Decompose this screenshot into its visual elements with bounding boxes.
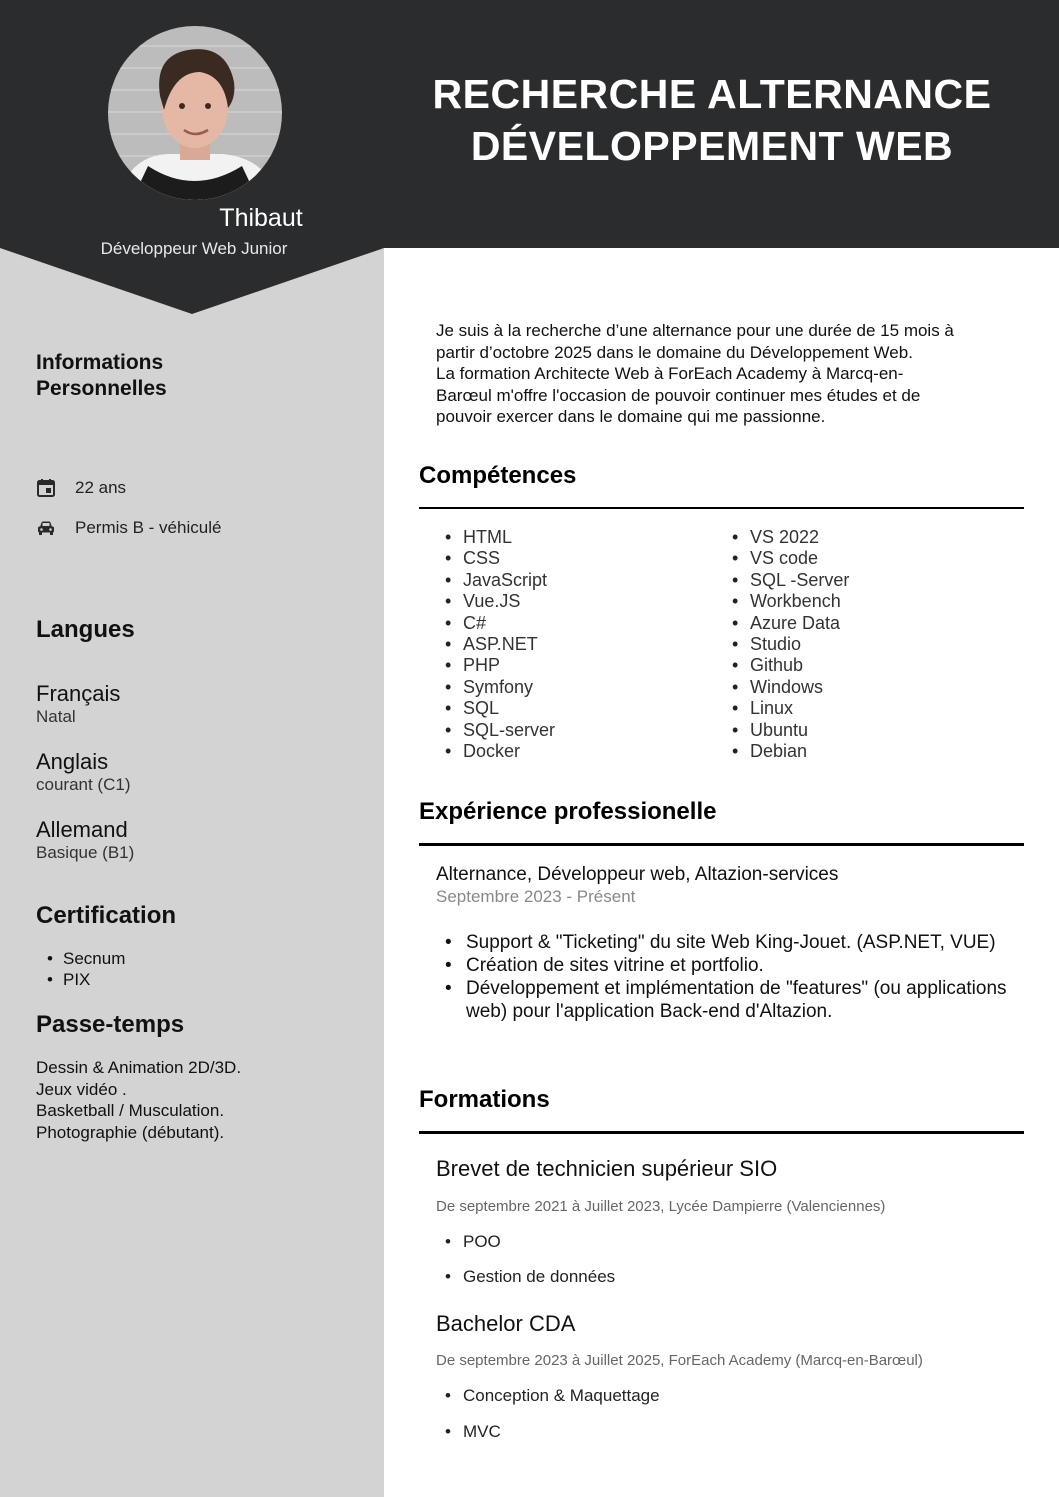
list-item: • Gestion de données (436, 1267, 615, 1287)
formation-subtitle: De septembre 2021 à Juillet 2023, Lycée Dampierre (Valenciennes) (436, 1198, 886, 1215)
hobby-item: Jeux vidéo . (36, 1079, 127, 1099)
license-text: Permis B - véhiculé (75, 518, 222, 537)
section-divider (419, 507, 1024, 509)
list-item: • Windows (723, 677, 849, 698)
profile-photo (108, 26, 282, 200)
intro-paragraph: Je suis à la recherche d’une alternance pour une durée de 15 mois à partir d’octobre 2025 dans le domaine du Développement Web. La formation Architecte Web à ForEach Academy à Marcq-en- Barœul m'offre l'occasion de pouvoir continuer mes études et de pouvoir exercer dans le domaine qui me passionne. (436, 321, 954, 426)
license-row (36, 518, 221, 538)
list-item: • HTML (436, 527, 555, 548)
formation-title: Brevet de technicien supérieur SIO (436, 1156, 778, 1181)
certification-heading: Certification (36, 902, 177, 929)
list-item: • Github (723, 655, 849, 676)
title-line-2: DÉVELOPPEMENT WEB (470, 123, 954, 169)
list-item: • JavaScript (436, 570, 555, 591)
car-icon (36, 518, 56, 538)
list-item: • Azure Data (723, 613, 849, 634)
job-tasks (436, 931, 1011, 1023)
age-row (36, 478, 126, 498)
list-item: • ASP.NET (436, 634, 555, 655)
language-name: Français (36, 681, 121, 706)
list-item: • Linux (723, 698, 849, 719)
calendar-icon (36, 478, 56, 498)
list-item: • Docker (436, 741, 555, 762)
list-item: • Ubuntu (723, 720, 849, 741)
list-item: • SQL-server (436, 720, 555, 741)
list-item: • C# (436, 613, 555, 634)
skills-column-2 (723, 527, 849, 762)
list-item: • SQL (436, 698, 555, 719)
candidate-role: Développeur Web Junior (100, 239, 288, 258)
section-divider (419, 1131, 1024, 1134)
languages-heading: Langues (36, 616, 135, 643)
list-item: • PIX (36, 969, 125, 990)
list-item: • PHP (436, 655, 555, 676)
list-item: • Vue.JS (436, 591, 555, 612)
language-level: Basique (B1) (36, 843, 135, 862)
title-line-1: RECHERCHE ALTERNANCE (432, 71, 992, 117)
age-text: 22 ans (75, 478, 127, 497)
hobby-item: Dessin & Animation 2D/3D. (36, 1058, 242, 1077)
job-title: Alternance, Développeur web, Altazion-services (436, 864, 839, 885)
sidebar-panel (0, 248, 384, 1497)
list-item: • MVC (436, 1422, 501, 1442)
hobbies-heading: Passe-temps (36, 1011, 185, 1038)
list-item: • Workbench (723, 591, 849, 612)
language-level: Natal (36, 707, 76, 726)
hobbies-list (36, 1057, 241, 1143)
skills-heading: Compétences (419, 462, 577, 489)
list-item: • Développement et implémentation de "features" (ou applications web) pour l'application Back-end d'Altazion. (436, 977, 1011, 1023)
formations-heading: Formations (419, 1086, 550, 1113)
page-title (412, 68, 1012, 172)
list-item: • Symfony (436, 677, 555, 698)
hobby-item: Photographie (débutant). (36, 1122, 225, 1142)
language-name: Allemand (36, 817, 128, 842)
list-item: • SQL -Server (723, 570, 849, 591)
list-item: • VS code (723, 548, 849, 569)
section-divider (419, 843, 1024, 846)
formation-title: Bachelor CDA (436, 1311, 576, 1336)
list-item: • Conception & Maquettage (436, 1386, 660, 1406)
experience-heading: Expérience professionelle (419, 798, 717, 825)
info-heading: Informations Personnelles (36, 351, 167, 400)
list-item: • Secnum (36, 948, 125, 969)
candidate-name: Thibaut (219, 204, 303, 232)
hobby-item: Basketball / Musculation. (36, 1101, 225, 1120)
list-item: • VS 2022 (723, 527, 849, 548)
list-item: • Studio (723, 634, 849, 655)
list-item: • CSS (436, 548, 555, 569)
list-item: • Création de sites vitrine et portfolio. (436, 954, 1011, 977)
list-item: • Debian (723, 741, 849, 762)
language-level: courant (C1) (36, 775, 131, 794)
job-date: Septembre 2023 - Présent (436, 887, 636, 906)
language-name: Anglais (36, 749, 109, 774)
formation-subtitle: De septembre 2023 à Juillet 2025, ForEach Academy (Marcq-en-Barœul) (436, 1352, 923, 1369)
skills-column-1 (436, 527, 555, 762)
list-item: • Support & "Ticketing" du site Web King-Jouet. (ASP.NET, VUE) (436, 931, 1011, 954)
list-item: • POO (436, 1232, 501, 1252)
certification-list (36, 948, 125, 990)
